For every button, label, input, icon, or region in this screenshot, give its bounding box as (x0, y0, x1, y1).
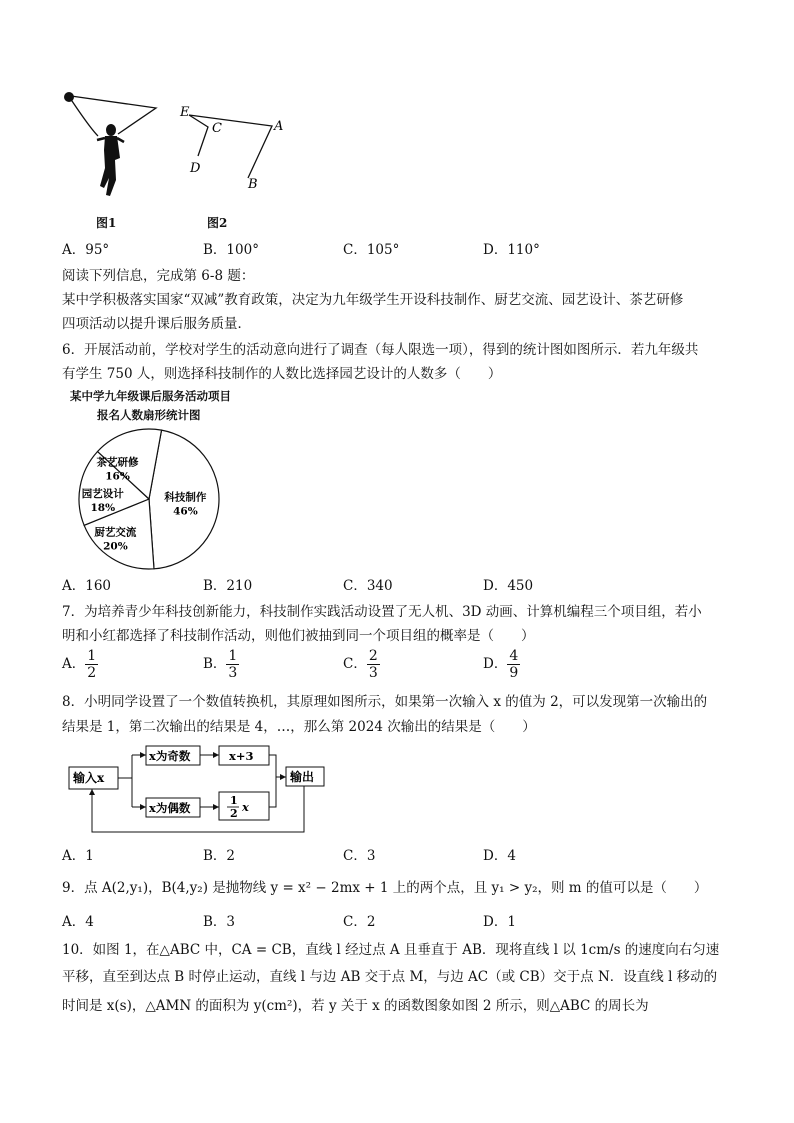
q7-option-a: A． $\frac{1}{2}$ (62, 648, 97, 681)
flow-odd: x为奇数 (149, 749, 191, 763)
pie-slice-label: 厨艺交流 (94, 526, 137, 539)
q8-option-d: D．4 (483, 848, 516, 864)
flow-half-var: x (242, 800, 249, 814)
q9-text: 9．点 A(2,y₁)，B(4,y₂) 是抛物线 y = x² − 2mx + 1 上的两个点，且 y₁ > y₂，则 m 的值可以是（ ） (62, 880, 708, 896)
figure-2-caption: 图2 (207, 216, 228, 230)
q7-line-1: 7．为培养青少年科技创新能力，科技制作实践活动设置了无人机、3D 动画、计算机编程三个项目组，若小 (62, 604, 702, 620)
chart-subtitle: 报名人数扇形统计图 (97, 408, 201, 422)
q8-line-1: 8．小明同学设置了一个数值转换机，其原理如图所示，如果第一次输入 x 的值为 2，可以发现第一次输出的 (62, 694, 708, 710)
pie-slice-percent: 16% (105, 470, 130, 483)
label-A: A (274, 119, 284, 134)
q10-line-3: 时间是 x(s)，△AMN 的面积为 y(cm²)，若 y 关于 x 的函数图象如图 2 所示，则△ABC 的周长为 (62, 998, 649, 1014)
pie-slice-percent: 20% (103, 540, 128, 553)
q5-option-b: B．100° (203, 242, 259, 258)
q5-option-c: C．105° (343, 242, 400, 258)
pie-slice-label: 园艺设计 (81, 488, 124, 500)
pie-slice-percent: 46% (173, 505, 198, 518)
jump-rope-figure (60, 88, 170, 208)
label-C: C (212, 121, 222, 136)
angle-figure (176, 96, 286, 196)
chart-title: 某中学九年级课后服务活动项目 (70, 389, 231, 403)
q8-line-2: 结果是 1，第二次输出的结果是 4，…，那么第 2024 次输出的结果是（ ） (62, 719, 536, 735)
q9-option-d: D．1 (483, 914, 516, 930)
q7-option-b: B． $\frac{1}{3}$ (203, 648, 238, 681)
q7-option-c: C． $\frac{2}{3}$ (343, 648, 378, 681)
q10-line-1: 10．如图 1，在△ABC 中，CA = CB，直线 l 经过点 A 且垂直于 AB．现将直线 l 以 1cm/s 的速度向右匀速 (62, 942, 720, 958)
q9-option-c: C．2 (343, 914, 376, 930)
pie-slice-percent: 18% (90, 502, 116, 514)
q7-line-2: 明和小红都选择了科技制作活动，则他们被抽到同一个项目组的概率是（ ） (62, 628, 535, 644)
label-B: B (248, 177, 258, 192)
flow-input: 输入x (73, 771, 105, 785)
q8-option-a: A．1 (62, 848, 94, 864)
flowchart (64, 740, 334, 836)
q10-line-2: 平移，直至到达点 B 时停止运动，直线 l 与边 AB 交于点 M，与边 AC（或 CB）交于点 N．设直线 l 移动的 (62, 969, 718, 985)
q5-option-d: D．110° (483, 242, 540, 258)
q9-option-b: B．3 (203, 914, 236, 930)
q9-option-a: A．4 (62, 914, 94, 930)
flow-even: x为偶数 (149, 801, 191, 815)
q6-option-d: D．450 (483, 578, 534, 594)
q6-option-c: C．340 (343, 578, 393, 594)
flow-output: 输出 (290, 770, 315, 784)
q8-option-c: C．3 (343, 848, 376, 864)
label-E: E (180, 105, 190, 120)
pie-chart (74, 424, 224, 574)
flow-plus3: x+3 (229, 749, 254, 763)
q8-option-b: B．2 (203, 848, 236, 864)
q6-line-2: 有学生 750 人，则选择科技制作的人数比选择园艺设计的人数多（ ） (62, 366, 502, 382)
flow-half-num: 1 (230, 794, 238, 807)
intro-line-2: 某中学积极落实国家“双减”教育政策，决定为九年级学生开设科技制作、厨艺交流、园艺设计、茶艺研修 (62, 292, 684, 308)
q6-option-a: A．160 (62, 578, 112, 594)
intro-line-3: 四项活动以提升课后服务质量． (62, 316, 251, 332)
figure-1-caption: 图1 (96, 216, 117, 230)
q5-option-a: A．95° (62, 242, 110, 258)
label-D: D (190, 161, 201, 176)
flow-half-den: 2 (230, 807, 238, 820)
intro-line-1: 阅读下列信息，完成第 6-8 题： (62, 268, 255, 284)
q6-option-b: B．210 (203, 578, 253, 594)
q7-option-d: D． $\frac{4}{9}$ (483, 648, 519, 681)
pie-slice-label: 科技制作 (164, 491, 207, 504)
pie-slice-label: 茶艺研修 (96, 456, 139, 469)
q6-line-1: 6．开展活动前，学校对学生的活动意向进行了调查（每人限选一项），得到的统计图如图所示．若九年级共 (62, 342, 699, 358)
